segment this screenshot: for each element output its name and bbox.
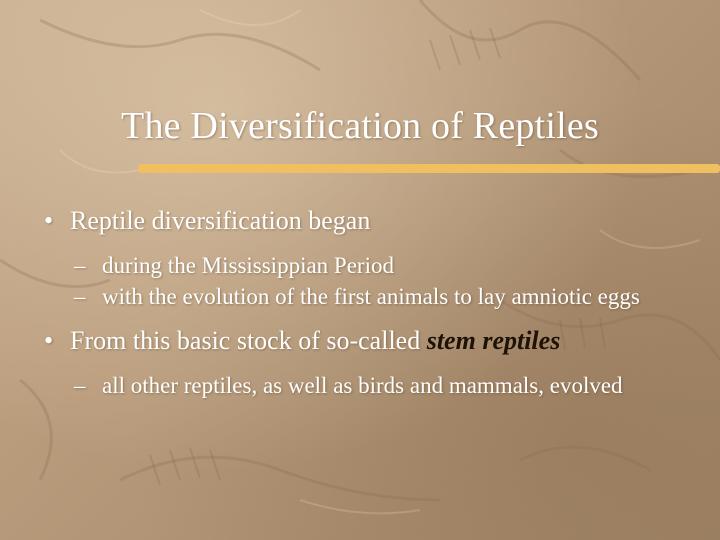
bullet-item — [40, 324, 700, 358]
sub-bullet-text: during the Mississippian Period — [102, 253, 394, 278]
sub-bullet-text: with the evolution of the first animals to lay amniotic eggs — [102, 284, 640, 309]
sub-bullet-text: all other reptiles, as well as birds and mammals, evolved — [102, 373, 623, 398]
bullet-dot: • — [44, 326, 54, 355]
bullet-dot: • — [44, 206, 54, 235]
emphasis-term: stem reptiles — [426, 326, 561, 355]
sub-bullet-item — [40, 250, 700, 281]
sub-bullet-item — [40, 281, 700, 312]
bullet-text: From this basic stock of so-called — [70, 326, 427, 355]
sub-bullet-dash: – — [74, 253, 86, 278]
sub-bullet-dash: – — [74, 284, 86, 309]
slide-body — [40, 204, 700, 401]
title-accent-rule — [138, 164, 720, 173]
bullet-item — [40, 204, 700, 238]
slide-title: The Diversification of Reptiles — [121, 105, 599, 147]
sub-bullet-dash: – — [74, 373, 86, 398]
bullet-text: Reptile diversification began — [70, 206, 371, 235]
sub-bullet-item — [40, 370, 700, 401]
